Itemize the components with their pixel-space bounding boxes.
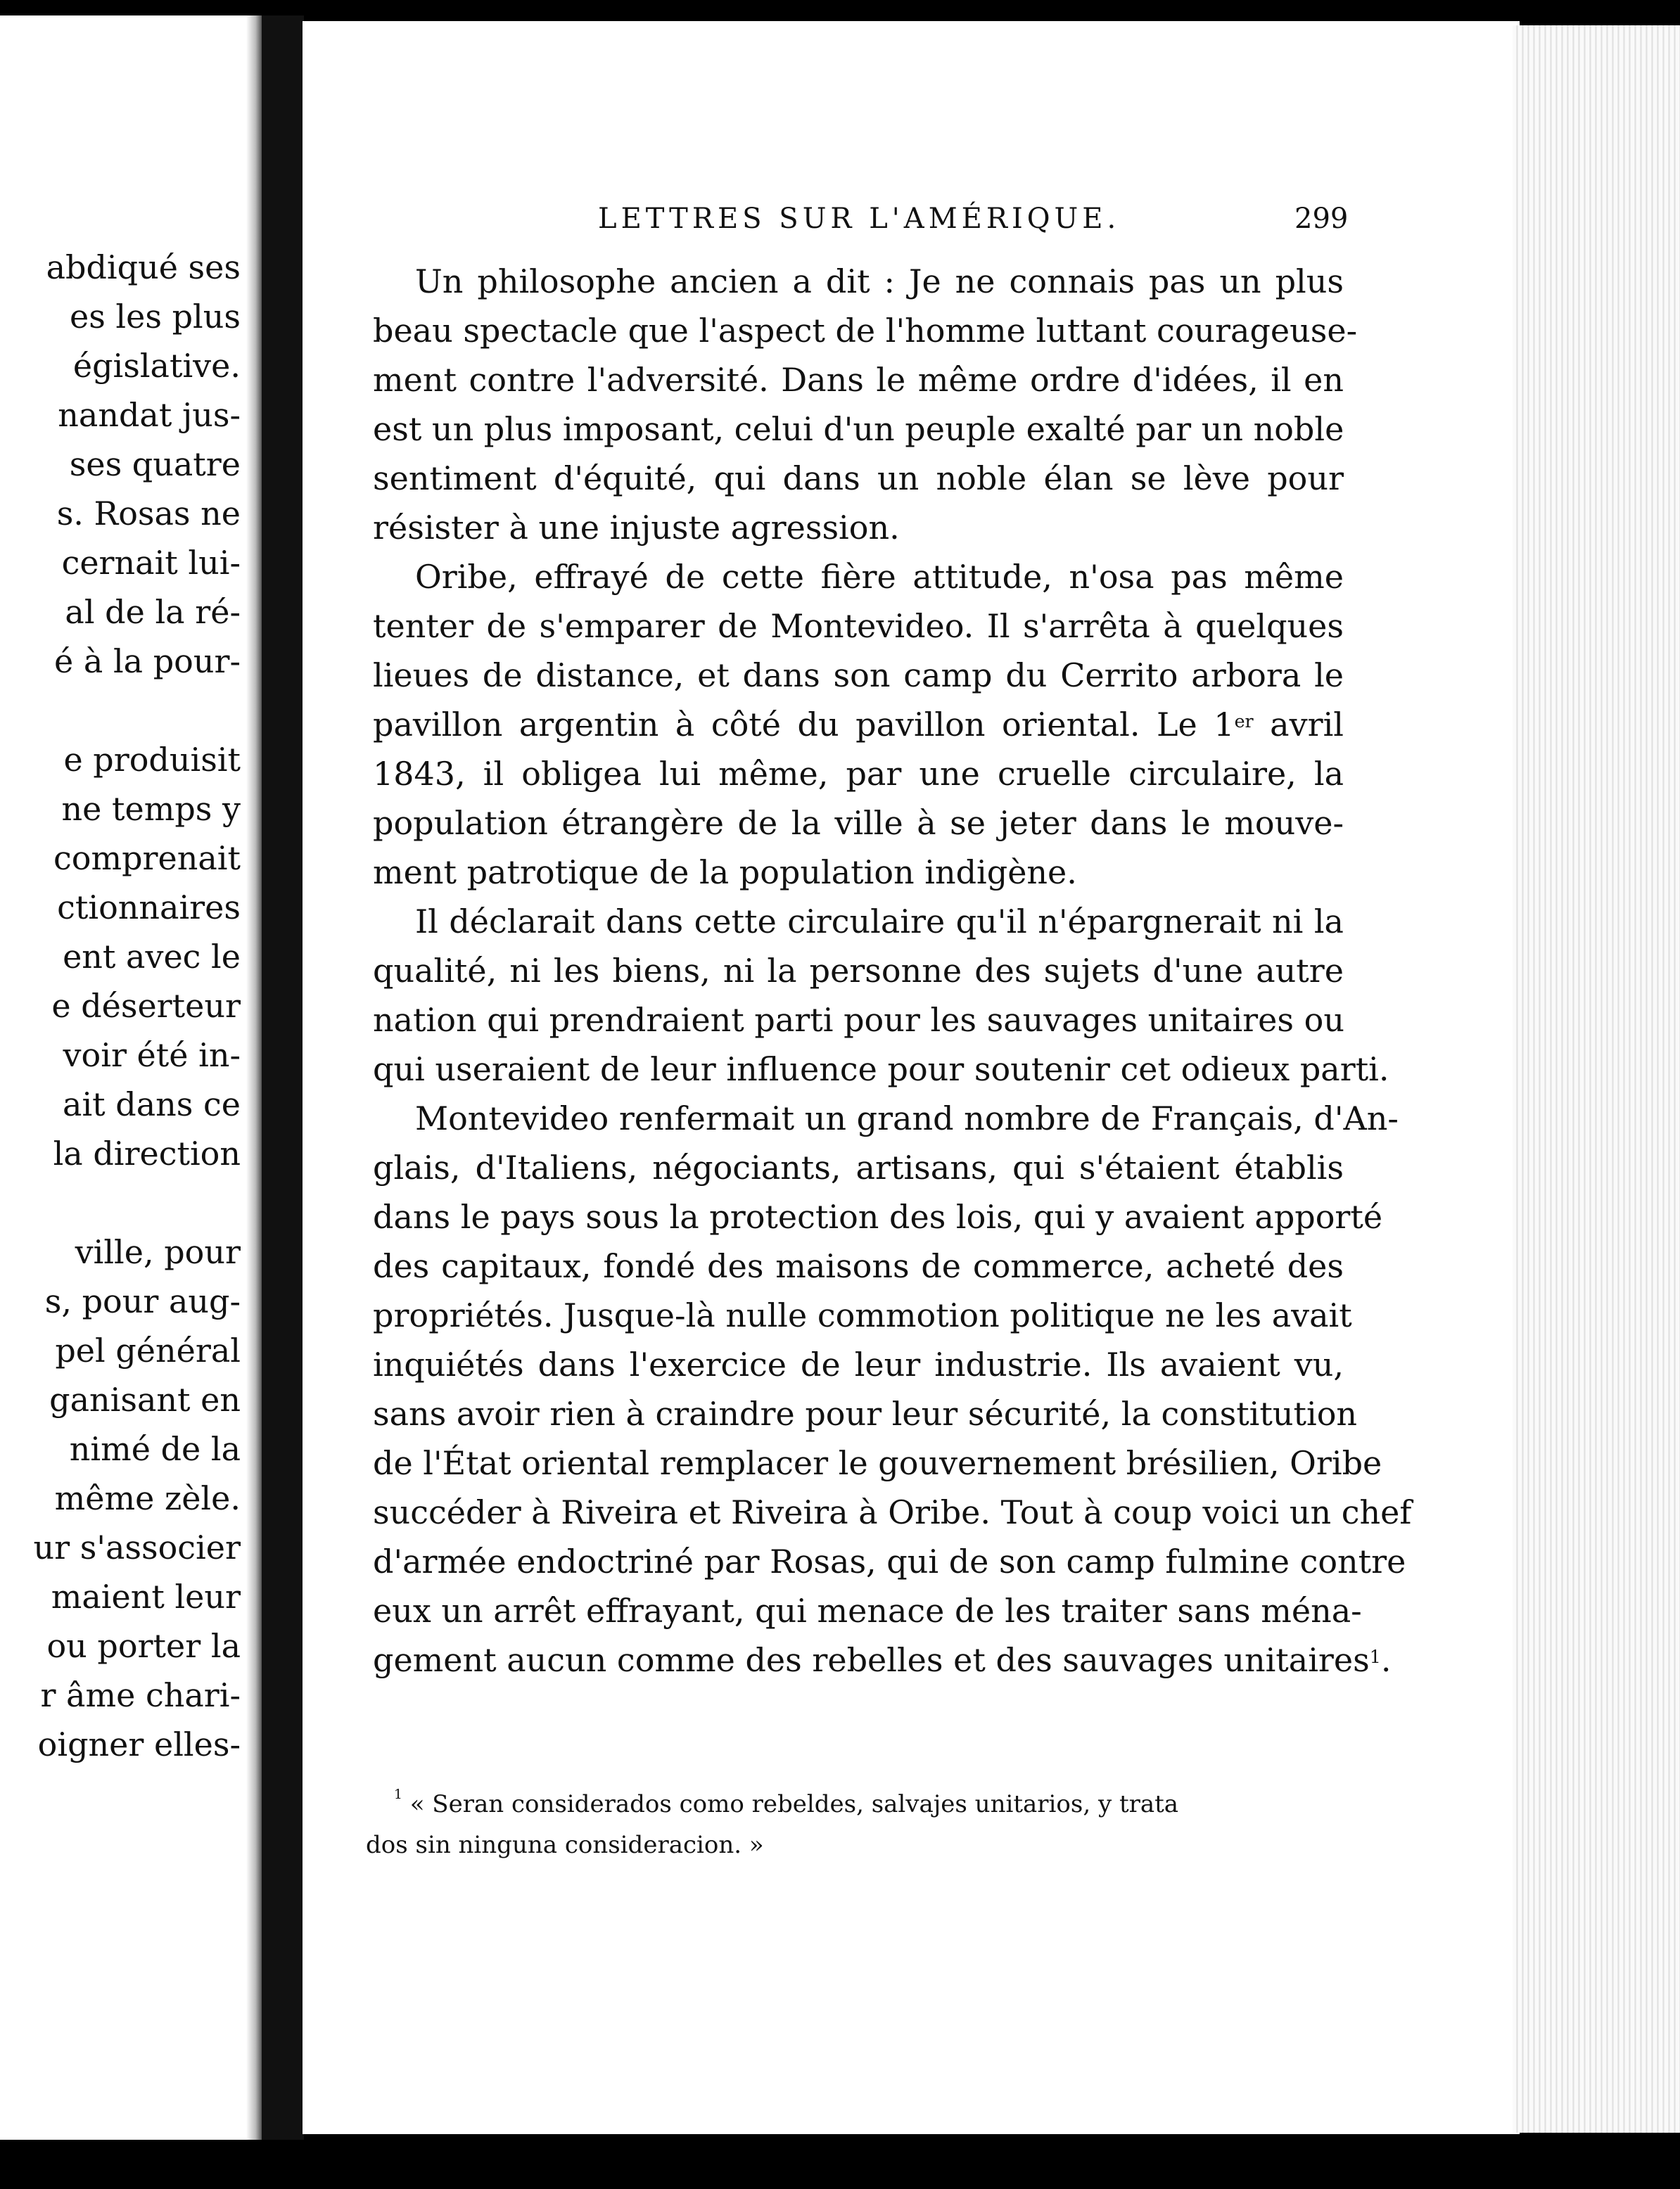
left-page-line: maient leur: [51, 1578, 241, 1616]
left-page-line: nandat jus-: [58, 396, 241, 434]
left-page-line: comprenait: [53, 839, 241, 877]
left-page-line: ur s'associer: [33, 1529, 241, 1566]
left-page-line: égislative.: [72, 347, 241, 385]
right-page: [303, 21, 1520, 2134]
body-line: ment contre l'adversité. Dans le même ordre d'idées, il en: [373, 361, 1344, 399]
running-head: LETTRES SUR L'AMÉRIQUE.: [598, 203, 1121, 235]
body-line: sans avoir rien à craindre pour leur sécurité, la constitution: [373, 1395, 1358, 1433]
left-page-line: ganisant en: [49, 1381, 241, 1419]
body-line: tenter de s'emparer de Montevideo. Il s'arrêta à quelques: [373, 607, 1344, 645]
left-page-line: voir été in-: [63, 1036, 241, 1074]
left-page-line: r âme chari-: [40, 1676, 241, 1714]
body-line: qui useraient de leur influence pour soutenir cet odieux parti.: [373, 1050, 1389, 1088]
left-page-line: la direction: [53, 1135, 241, 1173]
body-line: propriétés. Jusque-là nulle commotion politique ne les avait: [373, 1296, 1352, 1334]
left-page-shadow: [246, 15, 262, 2140]
left-page-line: e produisit: [63, 741, 241, 779]
body-line: des capitaux, fondé des maisons de commerce, acheté des: [373, 1247, 1344, 1285]
left-page-line: cernait lui-: [61, 544, 241, 582]
left-page-line: ent avec le: [63, 938, 241, 976]
left-page-line: ait dans ce: [63, 1085, 241, 1123]
body-line: population étrangère de la ville à se jeter dans le mouve-: [373, 804, 1344, 842]
body-line: ment patrotique de la population indigène.: [373, 853, 1077, 891]
body-line: est un plus imposant, celui d'un peuple exalté par un noble: [373, 410, 1344, 448]
left-page-line: abdiqué ses: [46, 248, 241, 286]
body-line: d'armée endoctriné par Rosas, qui de son camp fulmine contre: [373, 1543, 1406, 1581]
footnote-line: $^1$ « Seran considerados como rebeldes, salvajes unitarios, y trata: [394, 1787, 1179, 1818]
body-line: Montevideo renfermait un grand nombre de Français, d'An-: [415, 1099, 1399, 1137]
left-page: [0, 15, 262, 2140]
left-page-line: même zèle.: [54, 1479, 241, 1517]
body-line: qualité, ni les biens, ni la personne des sujets d'une autre: [373, 952, 1344, 990]
left-page-line: é à la pour-: [54, 642, 241, 680]
left-page-line: es les plus: [69, 298, 241, 336]
page-edges: [1513, 25, 1680, 2133]
left-page-line: nimé de la: [69, 1430, 241, 1468]
body-line: beau spectacle que l'aspect de l'homme luttant courageuse-: [373, 312, 1358, 350]
body-line: gement aucun comme des rebelles et des sauvages unitaires$^1$.: [373, 1641, 1392, 1679]
left-page-line: ctionnaires: [57, 888, 241, 926]
left-page-line: s. Rosas ne: [56, 494, 241, 532]
left-page-line: ou porter la: [46, 1627, 241, 1665]
left-page-line: oigner elles-: [37, 1725, 241, 1763]
body-line: eux un arrêt effrayant, qui menace de les traiter sans ména-: [373, 1592, 1362, 1630]
body-line: pavillon argentin à côté du pavillon oriental. Le 1er avril: [373, 706, 1344, 744]
left-page-line: al de la ré-: [65, 593, 241, 631]
body-line: sentiment d'équité, qui dans un noble élan se lève pour: [373, 459, 1344, 497]
body-line: succéder à Riveira et Riveira à Oribe. Tout à coup voici un chef: [373, 1493, 1412, 1531]
body-line: résister à une injuste agression.: [373, 509, 900, 547]
left-page-line: ville, pour: [75, 1233, 241, 1271]
body-line: nation qui prendraient parti pour les sauvages unitaires ou: [373, 1001, 1344, 1039]
body-line: Oribe, effrayé de cette fière attitude, n'osa pas même: [415, 558, 1344, 596]
book-gutter: [262, 15, 304, 2140]
body-line: de l'État oriental remplacer le gouvernement brésilien, Oribe: [373, 1444, 1382, 1482]
left-page-line: pel général: [55, 1332, 241, 1370]
body-line: 1843, il obligea lui même, par une cruelle circulaire, la: [373, 755, 1344, 793]
body-line: dans le pays sous la protection des lois, qui y avaient apporté: [373, 1198, 1383, 1236]
left-page-line: e déserteur: [51, 987, 241, 1025]
body-line: lieues de distance, et dans son camp du Cerrito arbora le: [373, 656, 1344, 694]
body-line: inquiétés dans l'exercice de leur industrie. Ils avaient vu,: [373, 1346, 1344, 1384]
left-page-line: ses quatre: [69, 445, 241, 483]
body-line: Un philosophe ancien a dit : Je ne connais pas un plus: [415, 262, 1344, 300]
body-line: Il déclarait dans cette circulaire qu'il n'épargnerait ni la: [415, 902, 1344, 940]
footnote-line: dos sin ninguna consideracion. »: [366, 1831, 764, 1859]
page-number: 299: [1294, 203, 1349, 235]
left-page-line: ne temps y: [61, 790, 241, 828]
left-page-line: s, pour aug-: [44, 1282, 241, 1320]
body-line: glais, d'Italiens, négociants, artisans, qui s'étaient établis: [373, 1149, 1344, 1187]
